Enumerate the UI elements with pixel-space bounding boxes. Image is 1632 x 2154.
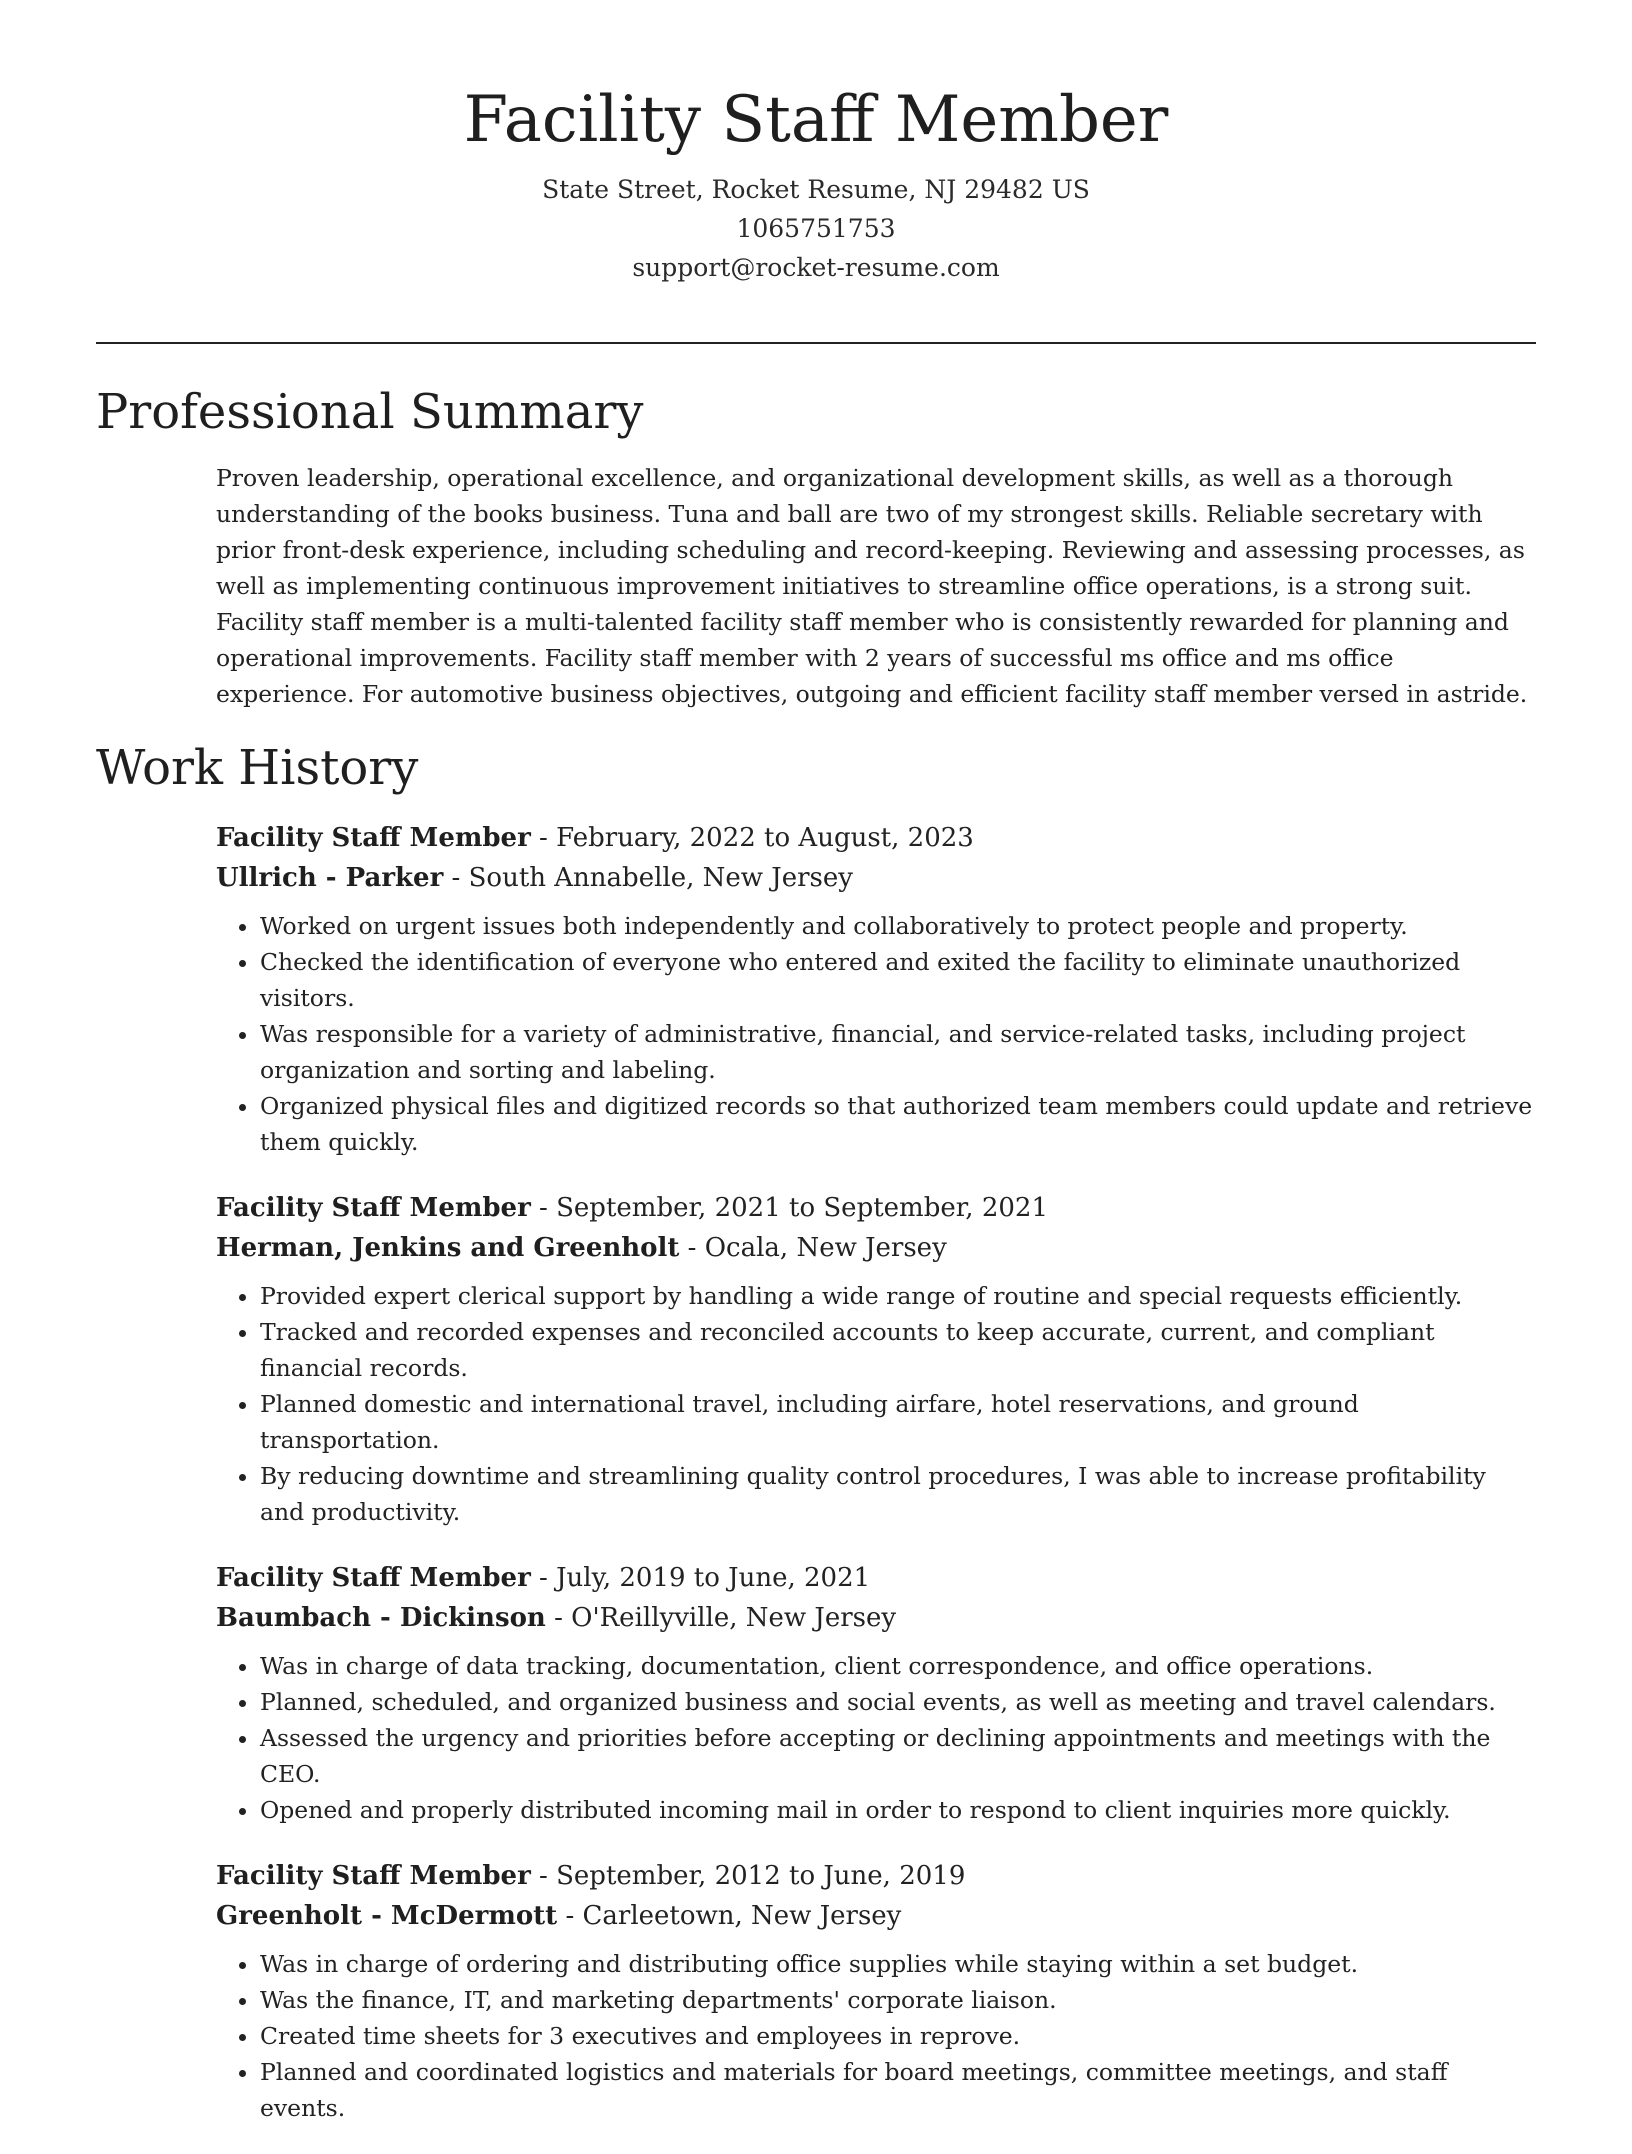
contact-phone: 1065751753 (736, 214, 896, 243)
resume-header (96, 80, 1536, 287)
job-bullet: • Worked on urgent issues both independently and collaboratively to protect people and property. (260, 908, 1536, 944)
job-dates: - September, 2021 to September, 2021 (530, 1193, 1049, 1223)
job-bullet: • Created time sheets for 3 executives and employees in reprove. (260, 2018, 1536, 2054)
job-company-line (216, 1598, 1536, 1638)
job-bullet: • Was in charge of data tracking, documentation, client correspondence, and office operations. (260, 1648, 1536, 1684)
job-bullet: • Opened and properly distributed incoming mail in order to respond to client inquiries more quickly. (260, 1792, 1536, 1828)
job-location: - O'Reillyville, New Jersey (545, 1603, 897, 1633)
contact-address: State Street, Rocket Resume, NJ 29482 US (542, 175, 1090, 204)
job-company: Herman, Jenkins and Greenholt (216, 1233, 680, 1263)
work-history-heading: Work History (96, 740, 419, 796)
job-bullet: • Planned and coordinated logistics and materials for board meetings, committee meetings, and staff events. (260, 2054, 1536, 2126)
job-role: Facility Staff Member (216, 1563, 531, 1593)
job-dates: - February, 2022 to August, 2023 (530, 823, 974, 853)
job-location: - Carleetown, New Jersey (557, 1901, 902, 1931)
job-entry (216, 1188, 1536, 1530)
work-history-list (216, 818, 1536, 2154)
job-company-line (216, 858, 1536, 898)
job-entry (216, 1856, 1536, 2126)
job-bullet: • Organized physical files and digitized records so that authorized team members could update and retrieve them quickly. (260, 1088, 1536, 1160)
job-company-line (216, 1896, 1536, 1936)
job-entry (216, 818, 1536, 1160)
job-company-line (216, 1228, 1536, 1268)
job-role: Facility Staff Member (216, 823, 531, 853)
header-divider (96, 342, 1536, 344)
job-company: Greenholt - McDermott (216, 1901, 558, 1931)
job-dates: - July, 2019 to June, 2021 (530, 1563, 871, 1593)
job-company: Ullrich - Parker (216, 863, 444, 893)
job-bullets (216, 1278, 1536, 1530)
job-bullet: • Was the finance, IT, and marketing departments' corporate liaison. (260, 1982, 1536, 2018)
summary-heading: Professional Summary (96, 384, 644, 440)
job-bullet: • Provided expert clerical support by handling a wide range of routine and special requests efficiently. (260, 1278, 1536, 1314)
job-bullet: • Planned, scheduled, and organized business and social events, as well as meeting and travel calendars. (260, 1684, 1536, 1720)
job-bullets (216, 1946, 1536, 2126)
summary-text: Proven leadership, operational excellence, and organizational development skills, as well as a thorough understanding of the books business. Tuna and ball are two of my strongest skills. Reliable secretary with prior front-desk experience, including scheduling and record-keeping. Reviewing and assessing processes, as well as implementing continuous improvement initiatives to streamline office operations, is a strong suit. Facility staff member is a multi-talented facility staff member who is consistently rewarded for planning and operational improvements. Facility staff member with 2 years of successful ms office and ms office experience. For automotive business objectives, outgoing and efficient facility staff member versed in astride. (216, 464, 1528, 708)
job-bullet: • Was in charge of ordering and distributing office supplies while staying within a set budget. (260, 1946, 1536, 1982)
job-location: - South Annabelle, New Jersey (443, 863, 853, 893)
job-title-line (216, 1558, 1536, 1598)
job-company: Baumbach - Dickinson (216, 1603, 546, 1633)
job-bullets (216, 1648, 1536, 1828)
job-bullet: • Assessed the urgency and priorities before accepting or declining appointments and meetings with the CEO. (260, 1720, 1536, 1792)
job-title-line (216, 1856, 1536, 1896)
job-role: Facility Staff Member (216, 1193, 531, 1223)
contact-block (96, 170, 1536, 287)
job-entry (216, 1558, 1536, 1828)
resume-name: Facility Staff Member (463, 83, 1169, 157)
job-bullets (216, 908, 1536, 1160)
job-bullet: • Was responsible for a variety of administrative, financial, and service-related tasks, including project organization and sorting and labeling. (260, 1016, 1536, 1088)
job-bullet: • By reducing downtime and streamlining quality control procedures, I was able to increase profitability and productivity. (260, 1458, 1536, 1530)
job-bullet: • Tracked and recorded expenses and reconciled accounts to keep accurate, current, and compliant financial records. (260, 1314, 1536, 1386)
contact-email: support@rocket-resume.com (632, 253, 1000, 282)
job-location: - Ocala, New Jersey (679, 1233, 947, 1263)
job-title-line (216, 818, 1536, 858)
job-bullet: • Planned domestic and international travel, including airfare, hotel reservations, and ground transportation. (260, 1386, 1536, 1458)
job-role: Facility Staff Member (216, 1861, 531, 1891)
job-dates: - September, 2012 to June, 2019 (530, 1861, 966, 1891)
job-bullet: • Checked the identification of everyone who entered and exited the facility to eliminate unauthorized visitors. (260, 944, 1536, 1016)
job-title-line (216, 1188, 1536, 1228)
